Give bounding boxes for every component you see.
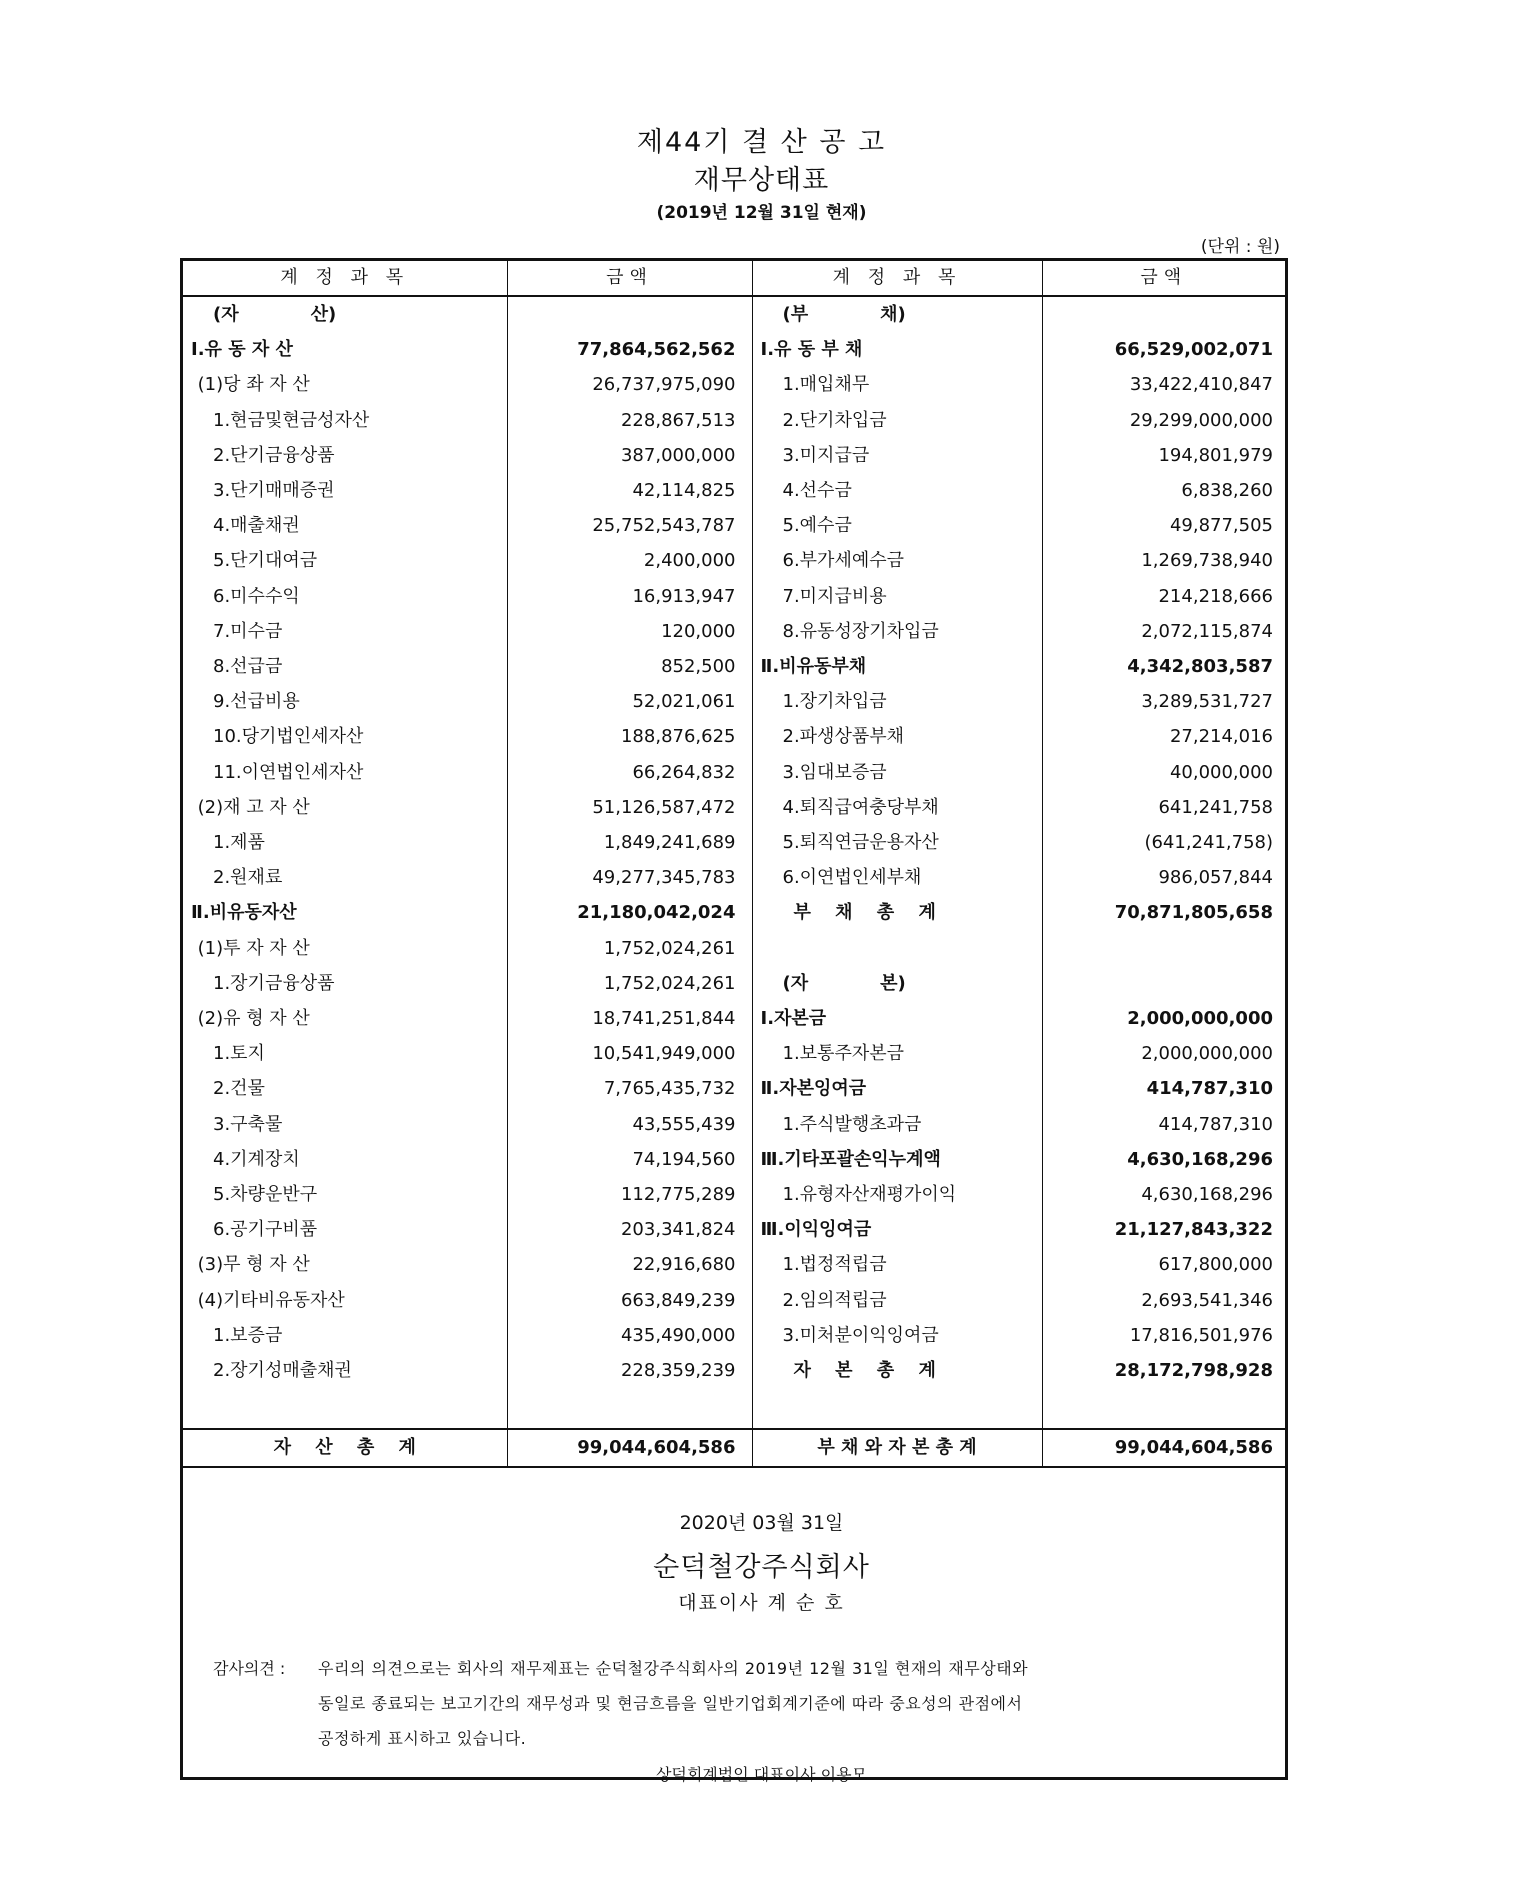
asset-amount: 10,541,949,000 xyxy=(507,1036,752,1071)
liability-equity-account: (부 채) xyxy=(752,296,1042,332)
table-row xyxy=(183,755,1285,790)
asset-amount: 112,775,289 xyxy=(507,1177,752,1212)
liability-equity-account: 1.유형자산재평가이익 xyxy=(752,1177,1042,1212)
totals-row xyxy=(183,1429,1285,1466)
liability-equity-account: 2.임의적립금 xyxy=(752,1283,1042,1318)
table-row xyxy=(183,367,1285,402)
liability-equity-account: 2.파생상품부채 xyxy=(752,719,1042,754)
liability-equity-amount: 4,630,168,296 xyxy=(1127,1148,1273,1170)
asset-amount: 22,916,680 xyxy=(507,1247,752,1282)
asset-amount: 852,500 xyxy=(507,649,752,684)
asset-account: 9.선급비용 xyxy=(183,684,507,719)
asset-account: 6.미수수익 xyxy=(183,579,507,614)
audit-opinion-label: 감사의견 : xyxy=(213,1659,286,1678)
table-row xyxy=(183,579,1285,614)
table-row xyxy=(183,649,1285,684)
asset-amount: 1,849,241,689 xyxy=(507,825,752,860)
spacer-cell xyxy=(507,1388,752,1429)
asset-amount: 435,490,000 xyxy=(507,1318,752,1353)
liability-equity-amount: 414,787,310 xyxy=(1146,1078,1273,1100)
asset-account: 6.공기구비품 xyxy=(183,1212,507,1247)
asset-amount: 43,555,439 xyxy=(507,1107,752,1142)
asset-account: 1.장기금융상품 xyxy=(183,966,507,1001)
statement-title: 재무상태표 xyxy=(693,165,830,196)
asset-account: Ⅰ.유 동 자 산 xyxy=(183,332,507,367)
asset-account: (자 산) xyxy=(183,296,507,332)
table-row xyxy=(183,1318,1285,1353)
signature-date: 2020년 03월 31일 xyxy=(679,1512,844,1534)
liability-equity-amount: 641,241,758 xyxy=(1158,796,1273,818)
liability-equity-account: 8.유동성장기차입금 xyxy=(752,614,1042,649)
liability-equity-amount: 27,214,016 xyxy=(1169,726,1273,748)
liability-equity-amount: 29,299,000,000 xyxy=(1129,409,1273,431)
liability-equity-account: 4.선수금 xyxy=(752,473,1042,508)
asset-amount: 51,126,587,472 xyxy=(507,790,752,825)
audit-opinion-line: 공정하게 표시하고 있습니다. xyxy=(318,1729,527,1748)
asset-account: 3.단기매매증권 xyxy=(183,473,507,508)
liability-equity-amount: 70,871,805,658 xyxy=(1114,902,1273,924)
asset-account: (4)기타비유동자산 xyxy=(183,1283,507,1318)
asset-account: 1.토지 xyxy=(183,1036,507,1071)
liability-equity-amount xyxy=(1042,296,1285,332)
table-row xyxy=(183,684,1285,719)
liability-equity-amount: 40,000,000 xyxy=(1169,761,1273,783)
liability-equity-account: 1.매입채무 xyxy=(752,367,1042,402)
liability-equity-account: 4.퇴직급여충당부채 xyxy=(752,790,1042,825)
header-asset-account: 계 정 과 목 xyxy=(183,261,507,296)
asset-account: 7.미수금 xyxy=(183,614,507,649)
table-row xyxy=(183,1212,1285,1247)
as-of-date: (2019년 12월 31일 현재) xyxy=(656,203,867,223)
asset-account: 4.기계장치 xyxy=(183,1142,507,1177)
liability-equity-amount: 986,057,844 xyxy=(1158,867,1273,889)
spacer-cell xyxy=(1042,1388,1285,1429)
asset-account: 11.이연법인세자산 xyxy=(183,755,507,790)
table-row xyxy=(183,1107,1285,1142)
asset-amount: 66,264,832 xyxy=(507,755,752,790)
asset-account: (2)재 고 자 산 xyxy=(183,790,507,825)
asset-amount: 52,021,061 xyxy=(507,684,752,719)
liability-equity-amount: 66,529,002,071 xyxy=(1114,339,1273,361)
asset-amount: 21,180,042,024 xyxy=(507,895,752,930)
asset-amount: 188,876,625 xyxy=(507,719,752,754)
liability-equity-amount xyxy=(1042,966,1285,1001)
liability-equity-account xyxy=(752,931,1042,966)
asset-amount xyxy=(507,296,752,332)
liability-equity-account: 5.예수금 xyxy=(752,508,1042,543)
liability-equity-amount: (641,241,758) xyxy=(1144,832,1273,854)
asset-account: 2.단기금융상품 xyxy=(183,438,507,473)
liability-equity-amount: 1,269,738,940 xyxy=(1141,550,1273,572)
table-row xyxy=(183,403,1285,438)
table-row xyxy=(183,895,1285,930)
asset-amount: 16,913,947 xyxy=(507,579,752,614)
table-row xyxy=(183,1247,1285,1282)
asset-account: 1.제품 xyxy=(183,825,507,860)
spacer-cell xyxy=(752,1388,1042,1429)
total-assets-value: 99,044,604,586 xyxy=(507,1429,752,1466)
table-row xyxy=(183,860,1285,895)
liability-equity-amount: 6,838,260 xyxy=(1181,480,1273,502)
asset-account: (1)투 자 자 산 xyxy=(183,931,507,966)
liability-equity-amount: 414,787,310 xyxy=(1158,1113,1273,1135)
liability-equity-amount: 4,342,803,587 xyxy=(1127,656,1273,678)
liability-equity-account: Ⅲ.이익잉여금 xyxy=(752,1212,1042,1247)
liability-equity-account: 1.법정적립금 xyxy=(752,1247,1042,1282)
liability-equity-amount: 2,072,115,874 xyxy=(1141,620,1273,642)
table-row xyxy=(183,332,1285,367)
liability-equity-amount: 17,816,501,976 xyxy=(1129,1324,1273,1346)
audit-opinion-line: 동일로 종료되는 보고기간의 재무성과 및 현금흐름을 일반기업회계기준에 따라 중요성의 관점에서 xyxy=(318,1694,1023,1713)
table-header-row xyxy=(183,261,1285,296)
asset-account: (2)유 형 자 산 xyxy=(183,1001,507,1036)
liability-equity-amount xyxy=(1042,931,1285,966)
liability-equity-account: Ⅲ.기타포괄손익누계액 xyxy=(752,1142,1042,1177)
liability-equity-account: 자 본 총 계 xyxy=(752,1353,1042,1388)
asset-amount: 26,737,975,090 xyxy=(507,367,752,402)
asset-amount: 77,864,562,562 xyxy=(507,332,752,367)
asset-account: 5.단기대여금 xyxy=(183,543,507,578)
asset-amount: 1,752,024,261 xyxy=(507,931,752,966)
asset-amount: 25,752,543,787 xyxy=(507,508,752,543)
auditor-name: 상덕회계법인 대표이사 이용모 xyxy=(655,1765,868,1784)
asset-amount: 2,400,000 xyxy=(507,543,752,578)
liability-equity-account: Ⅱ.비유동부채 xyxy=(752,649,1042,684)
header-asset-amount: 금액 xyxy=(507,261,752,296)
header-liab-account: 계 정 과 목 xyxy=(752,261,1042,296)
spacer-cell xyxy=(183,1388,507,1429)
asset-account: 2.건물 xyxy=(183,1071,507,1106)
asset-amount: 120,000 xyxy=(507,614,752,649)
liability-equity-account: 5.퇴직연금운용자산 xyxy=(752,825,1042,860)
asset-account: 8.선급금 xyxy=(183,649,507,684)
liability-equity-amount: 21,127,843,322 xyxy=(1114,1219,1273,1241)
asset-amount: 74,194,560 xyxy=(507,1142,752,1177)
liability-equity-amount: 49,877,505 xyxy=(1169,515,1273,537)
liability-equity-account: 7.미지급비용 xyxy=(752,579,1042,614)
asset-account: 2.원재료 xyxy=(183,860,507,895)
asset-amount: 49,277,345,783 xyxy=(507,860,752,895)
asset-account: 1.현금및현금성자산 xyxy=(183,403,507,438)
table-row xyxy=(183,438,1285,473)
liability-equity-amount: 2,000,000,000 xyxy=(1127,1008,1273,1030)
liability-equity-account: Ⅰ.유 동 부 채 xyxy=(752,332,1042,367)
liability-equity-account: Ⅱ.자본잉여금 xyxy=(752,1071,1042,1106)
asset-amount: 228,359,239 xyxy=(507,1353,752,1388)
table-row xyxy=(183,1036,1285,1071)
liability-equity-account: 3.미처분이익잉여금 xyxy=(752,1318,1042,1353)
total-liab-equity-label: 부 채 와 자 본 총 계 xyxy=(752,1429,1042,1466)
liability-equity-amount: 2,693,541,346 xyxy=(1141,1289,1273,1311)
asset-amount: 663,849,239 xyxy=(507,1283,752,1318)
liability-equity-account: 3.임대보증금 xyxy=(752,755,1042,790)
asset-amount: 1,752,024,261 xyxy=(507,966,752,1001)
ceo-name: 대표이사 계 순 호 xyxy=(678,1592,845,1614)
table-row xyxy=(183,1142,1285,1177)
unit-label: (단위 : 원) xyxy=(1200,237,1280,257)
liability-equity-account: 3.미지급금 xyxy=(752,438,1042,473)
balance-sheet-table xyxy=(183,261,1285,1468)
asset-account: 2.장기성매출채권 xyxy=(183,1353,507,1388)
asset-amount: 228,867,513 xyxy=(507,403,752,438)
asset-account: 5.차량운반구 xyxy=(183,1177,507,1212)
liability-equity-account: 부 채 총 계 xyxy=(752,895,1042,930)
liability-equity-amount: 194,801,979 xyxy=(1158,444,1273,466)
table-row xyxy=(183,931,1285,966)
asset-account: 4.매출채권 xyxy=(183,508,507,543)
table-row xyxy=(183,1177,1285,1212)
table-row xyxy=(183,1353,1285,1388)
total-liab-equity-value: 99,044,604,586 xyxy=(1042,1429,1285,1466)
header-liab-amount: 금액 xyxy=(1042,261,1285,296)
asset-amount: 7,765,435,732 xyxy=(507,1071,752,1106)
total-assets-label: 자 산 총 계 xyxy=(183,1429,507,1466)
table-row xyxy=(183,790,1285,825)
liability-equity-account: (자 본) xyxy=(752,966,1042,1001)
asset-account: 1.보증금 xyxy=(183,1318,507,1353)
liability-equity-account: 6.부가세예수금 xyxy=(752,543,1042,578)
table-row xyxy=(183,1283,1285,1318)
table-row xyxy=(183,1001,1285,1036)
liability-equity-account: 6.이연법인세부채 xyxy=(752,860,1042,895)
table-row xyxy=(183,966,1285,1001)
liability-equity-amount: 214,218,666 xyxy=(1158,585,1273,607)
asset-account: 10.당기법인세자산 xyxy=(183,719,507,754)
table-row xyxy=(183,614,1285,649)
liability-equity-account: Ⅰ.자본금 xyxy=(752,1001,1042,1036)
audit-opinion-line: 우리의 의견으로는 회사의 재무제표는 순덕철강주식회사의 2019년 12월 31일 현재의 재무상태와 xyxy=(318,1659,1029,1678)
table-row xyxy=(183,508,1285,543)
asset-account: 3.구축물 xyxy=(183,1107,507,1142)
asset-amount: 387,000,000 xyxy=(507,438,752,473)
table-row xyxy=(183,543,1285,578)
table-row xyxy=(183,719,1285,754)
asset-account: (3)무 형 자 산 xyxy=(183,1247,507,1282)
table-row xyxy=(183,296,1285,332)
liability-equity-amount: 33,422,410,847 xyxy=(1129,374,1273,396)
asset-account: (1)당 좌 자 산 xyxy=(183,367,507,402)
liability-equity-account: 2.단기차입금 xyxy=(752,403,1042,438)
asset-account: Ⅱ.비유동자산 xyxy=(183,895,507,930)
liability-equity-account: 1.주식발행초과금 xyxy=(752,1107,1042,1142)
table-row xyxy=(183,825,1285,860)
asset-amount: 203,341,824 xyxy=(507,1212,752,1247)
liability-equity-amount: 28,172,798,928 xyxy=(1114,1360,1273,1382)
liability-equity-amount: 4,630,168,296 xyxy=(1141,1184,1273,1206)
company-name: 순덕철강주식회사 xyxy=(653,1552,870,1583)
table-row xyxy=(183,1071,1285,1106)
asset-amount: 42,114,825 xyxy=(507,473,752,508)
liability-equity-amount: 617,800,000 xyxy=(1158,1254,1273,1276)
liability-equity-amount: 2,000,000,000 xyxy=(1141,1043,1273,1065)
liability-equity-account: 1.장기차입금 xyxy=(752,684,1042,719)
asset-amount: 18,741,251,844 xyxy=(507,1001,752,1036)
table-row xyxy=(183,473,1285,508)
liability-equity-amount: 3,289,531,727 xyxy=(1141,691,1273,713)
liability-equity-account: 1.보통주자본금 xyxy=(752,1036,1042,1071)
spacer-row xyxy=(183,1388,1285,1429)
announcement-title: 제44기 결 산 공 고 xyxy=(636,127,887,158)
